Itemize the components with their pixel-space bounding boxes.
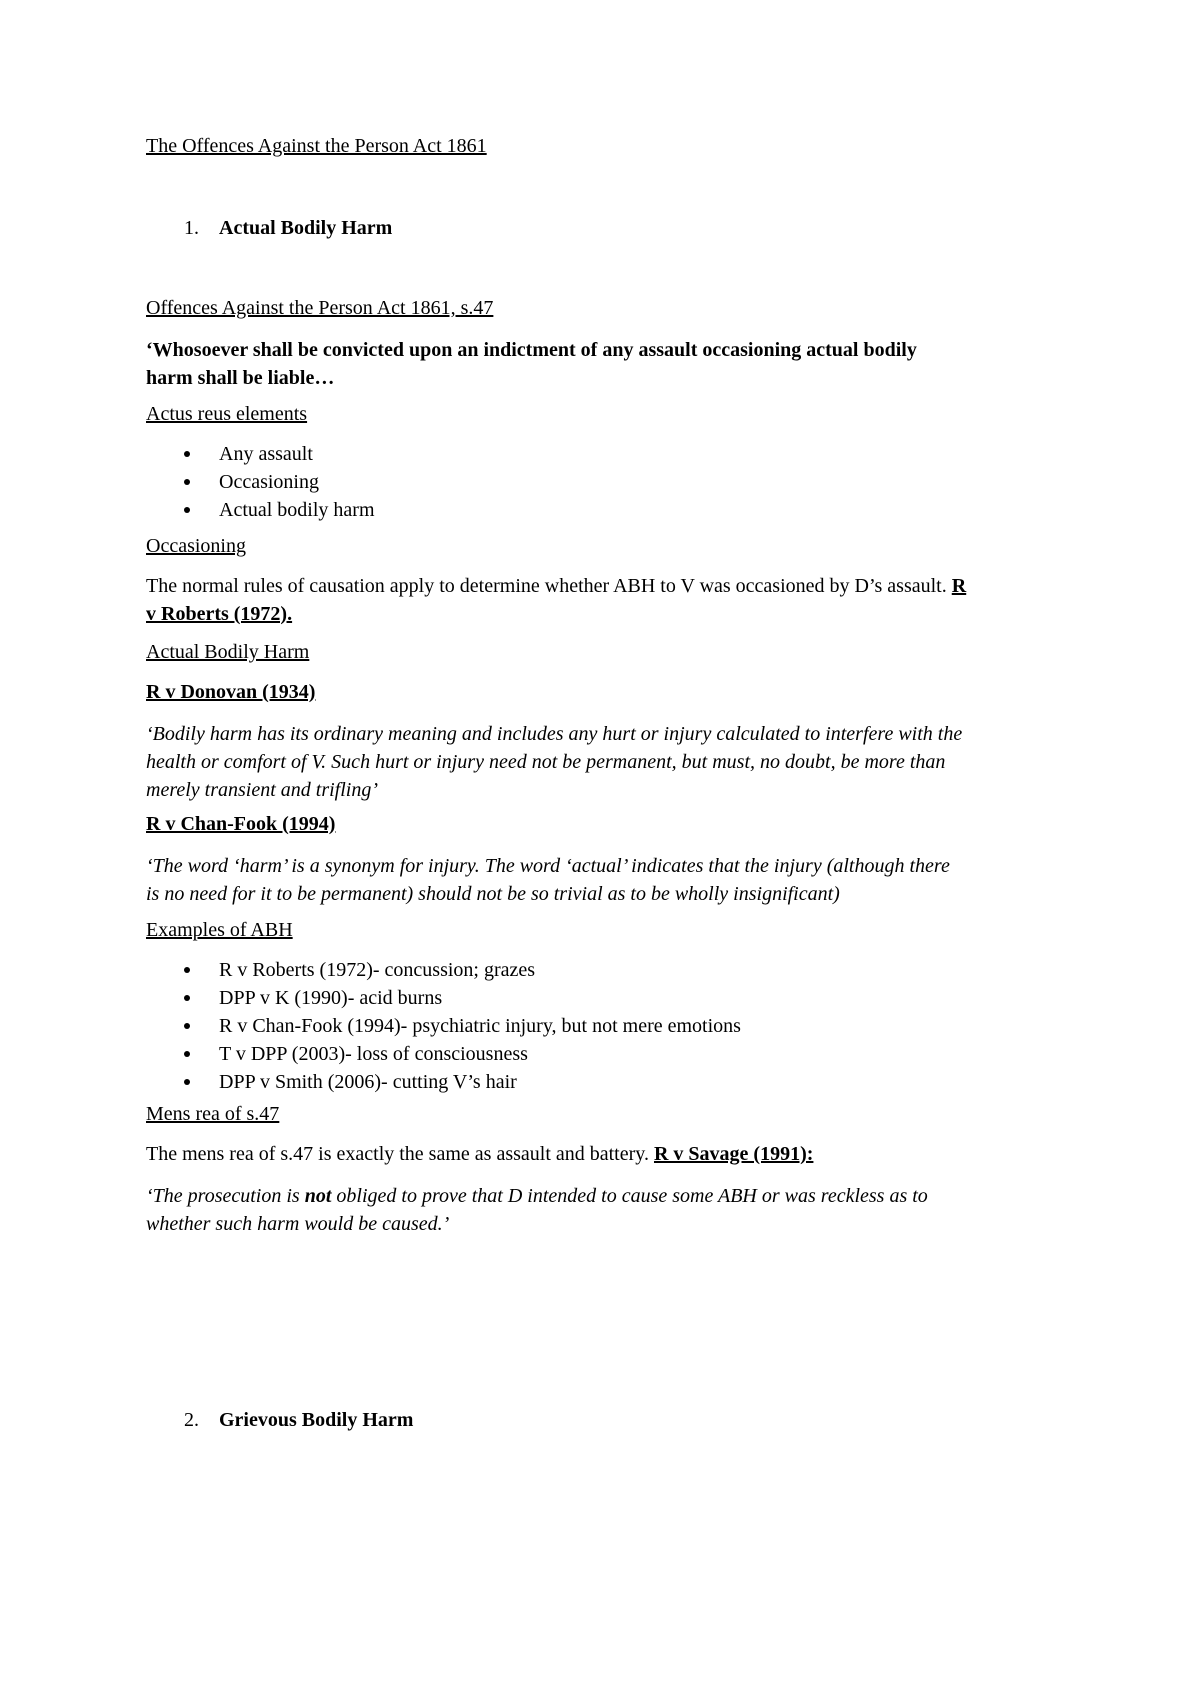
occasioning-heading: Occasioning bbox=[146, 535, 246, 557]
list-item bbox=[146, 440, 1066, 468]
list-item-text: R v Roberts (1972)- concussion; grazes bbox=[219, 959, 536, 981]
abh-heading: Actual Bodily Harm bbox=[146, 641, 310, 663]
paragraph-line bbox=[146, 572, 1066, 600]
case-citation: R v Savage (1991): bbox=[653, 1143, 814, 1165]
list-item bbox=[146, 956, 1066, 984]
section-2-heading: Grievous Bodily Harm bbox=[219, 1409, 414, 1431]
case-donovan: R v Donovan (1934) bbox=[146, 681, 316, 703]
examples-heading: Examples of ABH bbox=[146, 919, 293, 941]
examples-list bbox=[146, 956, 1066, 1096]
quote-line: is no need for it to be permanent) should not be so trivial as to be wholly insignificant) bbox=[146, 883, 840, 905]
section-1-number: 1. bbox=[184, 217, 199, 239]
bullet-icon bbox=[184, 1023, 190, 1029]
bullet-icon bbox=[184, 507, 190, 513]
statute-quote bbox=[146, 336, 1066, 392]
section-2-number: 2. bbox=[184, 1409, 199, 1431]
occasioning-paragraph bbox=[146, 572, 1066, 628]
statute-quote-line: ‘Whosoever shall be convicted upon an indictment of any assault occasioning actual bodily bbox=[146, 339, 917, 361]
paragraph-text: The normal rules of causation apply to determine whether ABH to V was occasioned by D’s assault. bbox=[146, 575, 947, 597]
list-item bbox=[146, 1068, 1066, 1096]
list-item bbox=[146, 1012, 1066, 1040]
list-item-text: Occasioning bbox=[219, 471, 319, 493]
quote-line: health or comfort of V. Such hurt or injury need not be permanent, but must, no doubt, be more than bbox=[146, 751, 946, 773]
quote-line: whether such harm would be caused.’ bbox=[146, 1213, 450, 1235]
donovan-quote bbox=[146, 720, 1066, 804]
list-item-text: Any assault bbox=[219, 443, 313, 465]
list-item bbox=[146, 1040, 1066, 1068]
list-item-text: Actual bodily harm bbox=[219, 499, 375, 521]
case-chan-fook: R v Chan-Fook (1994) bbox=[146, 813, 336, 835]
quote-line: ‘The word ‘harm’ is a synonym for injury. The word ‘actual’ indicates that the injury (although there bbox=[146, 855, 950, 877]
list-item-text: R v Chan-Fook (1994)- psychiatric injury, but not mere emotions bbox=[219, 1015, 741, 1037]
savage-quote bbox=[146, 1182, 1066, 1238]
list-item-text: T v DPP (2003)- loss of consciousness bbox=[219, 1043, 528, 1065]
quote-line bbox=[146, 1182, 1066, 1210]
bullet-icon bbox=[184, 479, 190, 485]
bullet-icon bbox=[184, 995, 190, 1001]
case-citation: v Roberts (1972). bbox=[146, 603, 293, 625]
quote-line: merely transient and trifling’ bbox=[146, 779, 379, 801]
bullet-icon bbox=[184, 1079, 190, 1085]
bullet-icon bbox=[184, 967, 190, 973]
case-citation: R bbox=[951, 575, 967, 597]
mens-rea-paragraph bbox=[146, 1140, 1066, 1168]
chan-fook-quote bbox=[146, 852, 1066, 908]
paragraph-text: The mens rea of s.47 is exactly the same as assault and battery. bbox=[146, 1143, 654, 1165]
document-title: The Offences Against the Person Act 1861 bbox=[146, 135, 487, 157]
emphasis-text: not bbox=[304, 1185, 332, 1207]
list-item-text: DPP v Smith (2006)- cutting V’s hair bbox=[219, 1071, 517, 1093]
mens-rea-heading: Mens rea of s.47 bbox=[146, 1103, 280, 1125]
bullet-icon bbox=[184, 451, 190, 457]
statute-quote-line: harm shall be liable… bbox=[146, 367, 335, 389]
actus-reus-list bbox=[146, 440, 1066, 524]
bullet-icon bbox=[184, 1051, 190, 1057]
quote-text: ‘The prosecution is bbox=[146, 1185, 305, 1207]
actus-reus-heading: Actus reus elements bbox=[146, 403, 308, 425]
list-item bbox=[146, 984, 1066, 1012]
statute-reference: Offences Against the Person Act 1861, s.47 bbox=[146, 297, 494, 319]
quote-line: ‘Bodily harm has its ordinary meaning and includes any hurt or injury calculated to interfere with the bbox=[146, 723, 963, 745]
list-item bbox=[146, 496, 1066, 524]
list-item-text: DPP v K (1990)- acid burns bbox=[219, 987, 443, 1009]
quote-text: obliged to prove that D intended to cause some ABH or was reckless as to bbox=[331, 1185, 928, 1207]
list-item bbox=[146, 468, 1066, 496]
section-1-heading: Actual Bodily Harm bbox=[219, 217, 393, 239]
